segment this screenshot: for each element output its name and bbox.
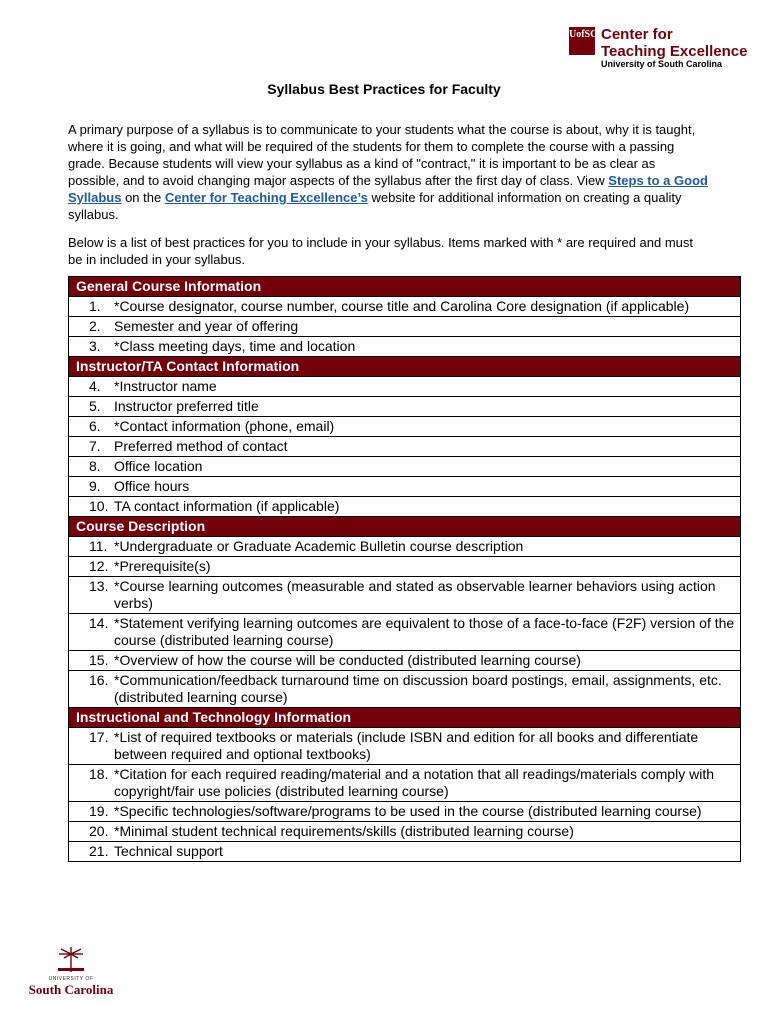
item-text: TA contact information (if applicable) — [114, 498, 340, 514]
item-number: 19. — [89, 803, 109, 819]
practice-item — [69, 377, 741, 397]
practice-item — [69, 417, 741, 437]
intro-paragraph: A primary purpose of a syllabus is to communicate to your students what the course is about, why it is taught, where it is going, and what will be required of the students for them to complete the course with a passing grade. Because students will view your syllabus as a kind of "contract," it is important to be as clear as possible, and to avoid changing major aspects of the syllabus after the first day of class. View Steps to a Good Syllabus on the Center for Teaching Excellence’s website for additional information on creating a quality syllabus. — [68, 122, 708, 222]
item-number: 15. — [89, 652, 109, 668]
practice-row — [69, 417, 741, 437]
item-text: *Course designator, course number, course title and Carolina Core designation (if applicable) — [114, 298, 690, 314]
instructions-paragraph: Below is a list of best practices for you to include in your syllabus. Items marked with * are required and must be in included in your syllabus. — [68, 235, 694, 267]
practice-item — [69, 397, 741, 417]
item-text: Preferred method of contact — [114, 438, 288, 454]
practice-row — [69, 842, 741, 862]
practice-row — [69, 614, 741, 651]
practice-row — [69, 337, 741, 357]
item-text: *Overview of how the course will be conducted (distributed learning course) — [114, 652, 581, 668]
steps-to-good-syllabus-link[interactable]: Steps to a Good Syllabus — [68, 173, 708, 205]
section-header-row — [69, 277, 741, 297]
item-text: *Class meeting days, time and location — [114, 338, 356, 354]
practice-row — [69, 437, 741, 457]
item-number: 20. — [89, 823, 109, 839]
item-text: *Statement verifying learning outcomes are equivalent to those of a face-to-face (F2F) version of the course (distributed learning course) — [114, 615, 735, 648]
practice-row — [69, 671, 741, 708]
section-header-row — [69, 708, 741, 728]
section-header-row — [69, 357, 741, 377]
cte-logo — [569, 25, 759, 73]
practice-row — [69, 577, 741, 614]
item-number: 2. — [89, 318, 101, 334]
item-text: *Specific technologies/software/programs to be used in the course (distributed learning course) — [114, 803, 702, 819]
practice-row — [69, 397, 741, 417]
practice-item — [69, 651, 741, 671]
item-number: 10. — [89, 498, 109, 514]
section-heading: Course Description — [69, 517, 741, 537]
item-number: 17. — [89, 729, 109, 745]
item-text: *Prerequisite(s) — [114, 558, 211, 574]
item-number: 5. — [89, 398, 101, 414]
item-number: 13. — [89, 578, 109, 594]
item-number: 7. — [89, 438, 101, 454]
practice-item — [69, 297, 741, 317]
item-number: 1. — [89, 298, 101, 314]
document-title: Syllabus Best Practices for Faculty — [267, 81, 501, 97]
practice-row — [69, 457, 741, 477]
practice-item — [69, 457, 741, 477]
item-text: *Contact information (phone, email) — [114, 418, 335, 434]
practice-item — [69, 557, 741, 577]
practice-row — [69, 822, 741, 842]
practice-item — [69, 537, 741, 557]
section-heading: General Course Information — [69, 277, 741, 297]
section-heading: Instructional and Technology Information — [69, 708, 741, 728]
item-text: *Instructor name — [114, 378, 217, 394]
section-heading: Instructor/TA Contact Information — [69, 357, 741, 377]
best-practices-table — [68, 276, 741, 862]
practice-item — [69, 477, 741, 497]
practice-item — [69, 497, 741, 517]
usc-footer-logo — [22, 946, 122, 1000]
section-header-row — [69, 517, 741, 537]
practice-row — [69, 537, 741, 557]
practice-row — [69, 377, 741, 397]
item-number: 14. — [89, 615, 109, 631]
footer-south-carolina: South Carolina — [28, 982, 114, 997]
practice-row — [69, 477, 741, 497]
item-text: *List of required textbooks or materials (include ISBN and edition for all books and differentiate between required and optional textbooks) — [114, 729, 699, 762]
item-text: Office location — [114, 458, 203, 474]
practice-item — [69, 671, 741, 708]
item-number: 12. — [89, 558, 109, 574]
practice-item — [69, 614, 741, 651]
practice-item — [69, 577, 741, 614]
practice-row — [69, 728, 741, 765]
practice-item — [69, 337, 741, 357]
uofsc-logo-mark: UofSC — [569, 27, 595, 55]
logo-subtitle: University of South Carolina — [601, 59, 723, 69]
item-text: Semester and year of offering — [114, 318, 299, 334]
practice-row — [69, 765, 741, 802]
practice-item — [69, 728, 741, 765]
practice-item — [69, 802, 741, 822]
item-text: *Undergraduate or Graduate Academic Bulletin course description — [114, 538, 524, 554]
practice-item — [69, 822, 741, 842]
item-number: 9. — [89, 478, 101, 494]
practice-item — [69, 765, 741, 802]
item-number: 18. — [89, 766, 109, 782]
item-number: 11. — [89, 538, 108, 554]
item-number: 21. — [89, 843, 109, 859]
footer-university-of: UNIVERSITY OF — [48, 976, 94, 982]
item-text: *Citation for each required reading/material and a notation that all readings/materials comply with copyright/fair use policies (distributed learning course) — [114, 766, 714, 799]
item-number: 6. — [89, 418, 101, 434]
item-number: 16. — [89, 672, 109, 688]
practice-row — [69, 802, 741, 822]
practice-item — [69, 317, 741, 337]
practice-row — [69, 651, 741, 671]
practice-item — [69, 437, 741, 457]
practice-row — [69, 297, 741, 317]
item-number: 8. — [89, 458, 101, 474]
cte-website-link[interactable]: Center for Teaching Excellence’s — [164, 190, 368, 205]
item-text: *Communication/feedback turnaround time on discussion board postings, email, assignments, etc. (distributed learning course) — [114, 672, 722, 705]
item-text: *Minimal student technical requirements/skills (distributed learning course) — [114, 823, 574, 839]
item-text: Technical support — [114, 843, 223, 859]
logo-title: Center for Teaching Excellence — [601, 26, 748, 60]
item-number: 3. — [89, 338, 101, 354]
practice-row — [69, 497, 741, 517]
item-number: 4. — [89, 378, 101, 394]
item-text: *Course learning outcomes (measurable and stated as observable learner behaviors using action verbs) — [114, 578, 716, 611]
item-text: Office hours — [114, 478, 190, 494]
practice-row — [69, 557, 741, 577]
item-text: Instructor preferred title — [114, 398, 259, 414]
practice-row — [69, 317, 741, 337]
palmetto-tree-icon — [56, 946, 86, 972]
practice-item — [69, 842, 741, 862]
